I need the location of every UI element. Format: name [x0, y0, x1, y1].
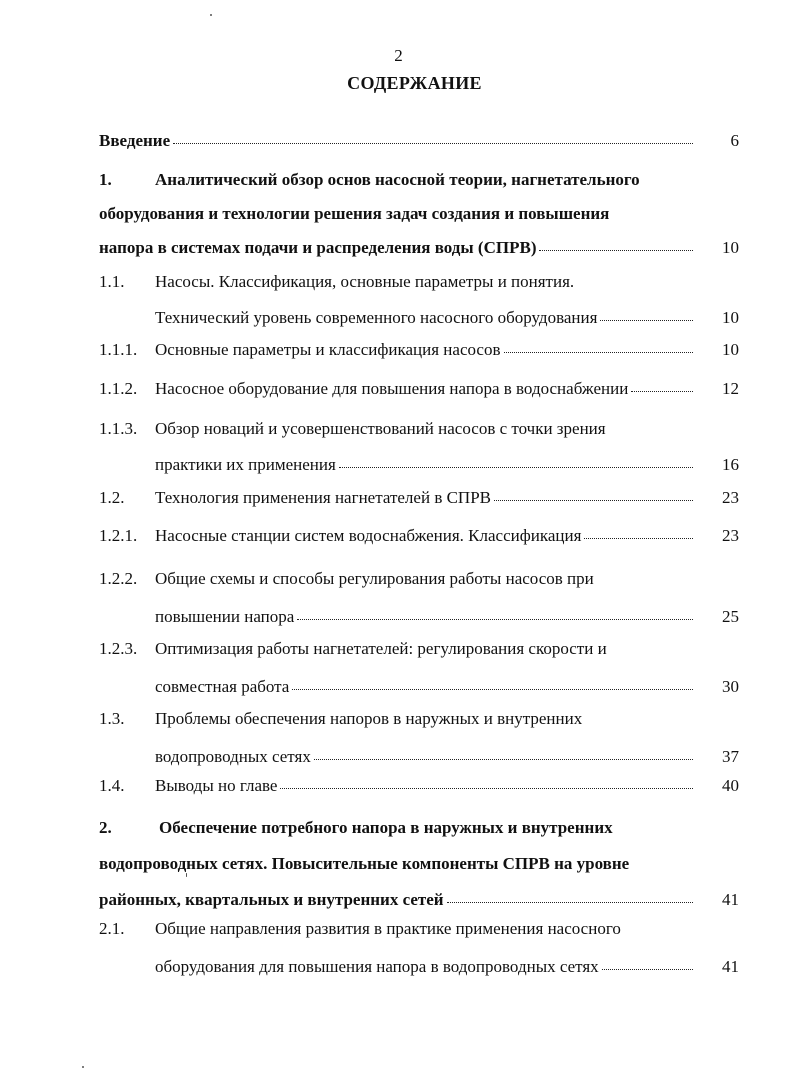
toc-entry-text: Оптимизация работы нагнетателей: регулирования скорости и — [155, 639, 607, 658]
toc-page-number: 23 — [722, 526, 739, 545]
dot-leader — [602, 968, 693, 970]
toc-page-number: 41 — [722, 890, 739, 909]
toc-entry — [99, 482, 739, 514]
toc-entry-text: Проблемы обеспечения напоров в наружных и внутренних — [155, 709, 583, 728]
toc-entry-text: Введение — [99, 131, 171, 150]
toc-entry-text: оборудования для повышения напора в водопроводных сетях — [155, 957, 599, 976]
toc-entry-text: повышении напора — [155, 607, 295, 626]
toc-entry — [99, 264, 739, 336]
toc-entry-text: Выводы но главе — [155, 776, 278, 795]
dot-leader — [314, 758, 693, 760]
toc-entry-text: Технический уровень современного насосного оборудования — [155, 308, 598, 327]
dot-leader — [494, 499, 693, 501]
toc-entry-text: Основные параметры и классификация насосов — [155, 340, 501, 359]
toc-entry — [99, 520, 739, 552]
dot-leader — [280, 787, 693, 789]
toc-page-number: 10 — [722, 340, 739, 359]
scan-speck — [210, 14, 212, 16]
toc-entry-text: водопроводных сетях. Повысительные компоненты СПРВ на уровне — [99, 854, 630, 873]
toc-entry-text: оборудования и технологии решения задач создания и повышения — [99, 204, 610, 223]
toc-page-number: 16 — [722, 455, 739, 474]
toc-page-number: 10 — [722, 238, 739, 257]
toc-entry-text: Аналитический обзор основ насосной теории, нагнетательного — [155, 170, 640, 189]
toc-entry-text: Насосные станции систем водоснабжения. Классификация — [155, 526, 582, 545]
toc-entry-text: Общие направления развития в практике применения насосного — [155, 919, 621, 938]
dot-leader — [447, 901, 693, 903]
dot-leader — [297, 618, 693, 620]
toc-entry — [99, 810, 739, 918]
dot-leader — [600, 319, 693, 321]
toc-entry-number: 1.4. — [99, 776, 125, 795]
toc-entry-text: совместная работа — [155, 677, 290, 696]
toc-page-number: 40 — [722, 776, 739, 795]
toc-entry-text: водопроводных сетях — [155, 747, 311, 766]
toc-entry-text: Обзор новаций и усовершенствований насосов с точки зрения — [155, 419, 606, 438]
toc-entry-number: 1.1.2. — [99, 379, 138, 398]
toc-entry-text: Насосы. Классификация, основные параметры и понятия. — [155, 272, 575, 291]
toc-page-number: 30 — [722, 677, 739, 696]
toc-entry-number: 1.2.2. — [99, 569, 138, 588]
toc-entry-number: 2.1. — [99, 919, 125, 938]
toc-entry — [99, 700, 739, 776]
toc-entry-text: напора в системах подачи и распределения воды (СПРВ) — [99, 238, 537, 257]
page-title: СОДЕРЖАНИЕ — [347, 73, 482, 93]
toc-entry — [99, 560, 739, 636]
toc-entry-text: Технология применения нагнетателей в СПРВ — [155, 488, 491, 507]
dot-leader — [539, 249, 693, 251]
dot-leader — [339, 466, 693, 468]
toc-entry — [99, 411, 739, 483]
toc-entry-number: 2. — [99, 818, 112, 837]
dot-leader — [292, 688, 693, 690]
toc-page-number: 10 — [722, 308, 739, 327]
toc-page-number: 41 — [722, 957, 739, 976]
toc-entry — [99, 630, 739, 706]
toc-entry-number: 1.2. — [99, 488, 125, 507]
dot-leader — [584, 537, 693, 539]
dot-leader — [173, 142, 693, 144]
toc-entry — [99, 373, 739, 405]
toc-entry — [99, 125, 739, 157]
dot-leader — [631, 390, 693, 392]
toc-entry — [99, 334, 739, 366]
toc-entry-number: 1.2.1. — [99, 526, 138, 545]
toc-page-number: 25 — [722, 607, 739, 626]
toc-entry-text: практики их применения — [155, 455, 336, 474]
toc-page-number: 23 — [722, 488, 739, 507]
toc-entry-text: Обеспечение потребного напора в наружных и внутренних — [159, 818, 613, 837]
dot-leader — [504, 351, 694, 353]
toc-entry-text: Общие схемы и способы регулирования работы насосов при — [155, 569, 594, 588]
toc-entry-number: 1. — [99, 170, 112, 189]
toc-entry-text: районных, квартальных и внутренних сетей — [99, 890, 444, 909]
scan-speck — [186, 873, 187, 877]
toc-entry-number: 1.1.3. — [99, 419, 138, 438]
toc-entry — [99, 770, 739, 802]
toc-entry-number: 1.3. — [99, 709, 125, 728]
toc-entry-number: 1.1. — [99, 272, 125, 291]
toc-page-number: 6 — [730, 131, 739, 150]
toc-entry-number: 1.2.3. — [99, 639, 138, 658]
toc-page-number: 37 — [722, 747, 739, 766]
toc-entry — [99, 910, 739, 986]
toc-page-number: 12 — [722, 379, 739, 398]
toc-entry-number: 1.1.1. — [99, 340, 138, 359]
page-number: 2 — [394, 46, 403, 65]
toc-entry-text: Насосное оборудование для повышения напора в водоснабжении — [155, 379, 629, 398]
toc-entry — [99, 163, 739, 265]
scan-speck — [82, 1066, 84, 1068]
